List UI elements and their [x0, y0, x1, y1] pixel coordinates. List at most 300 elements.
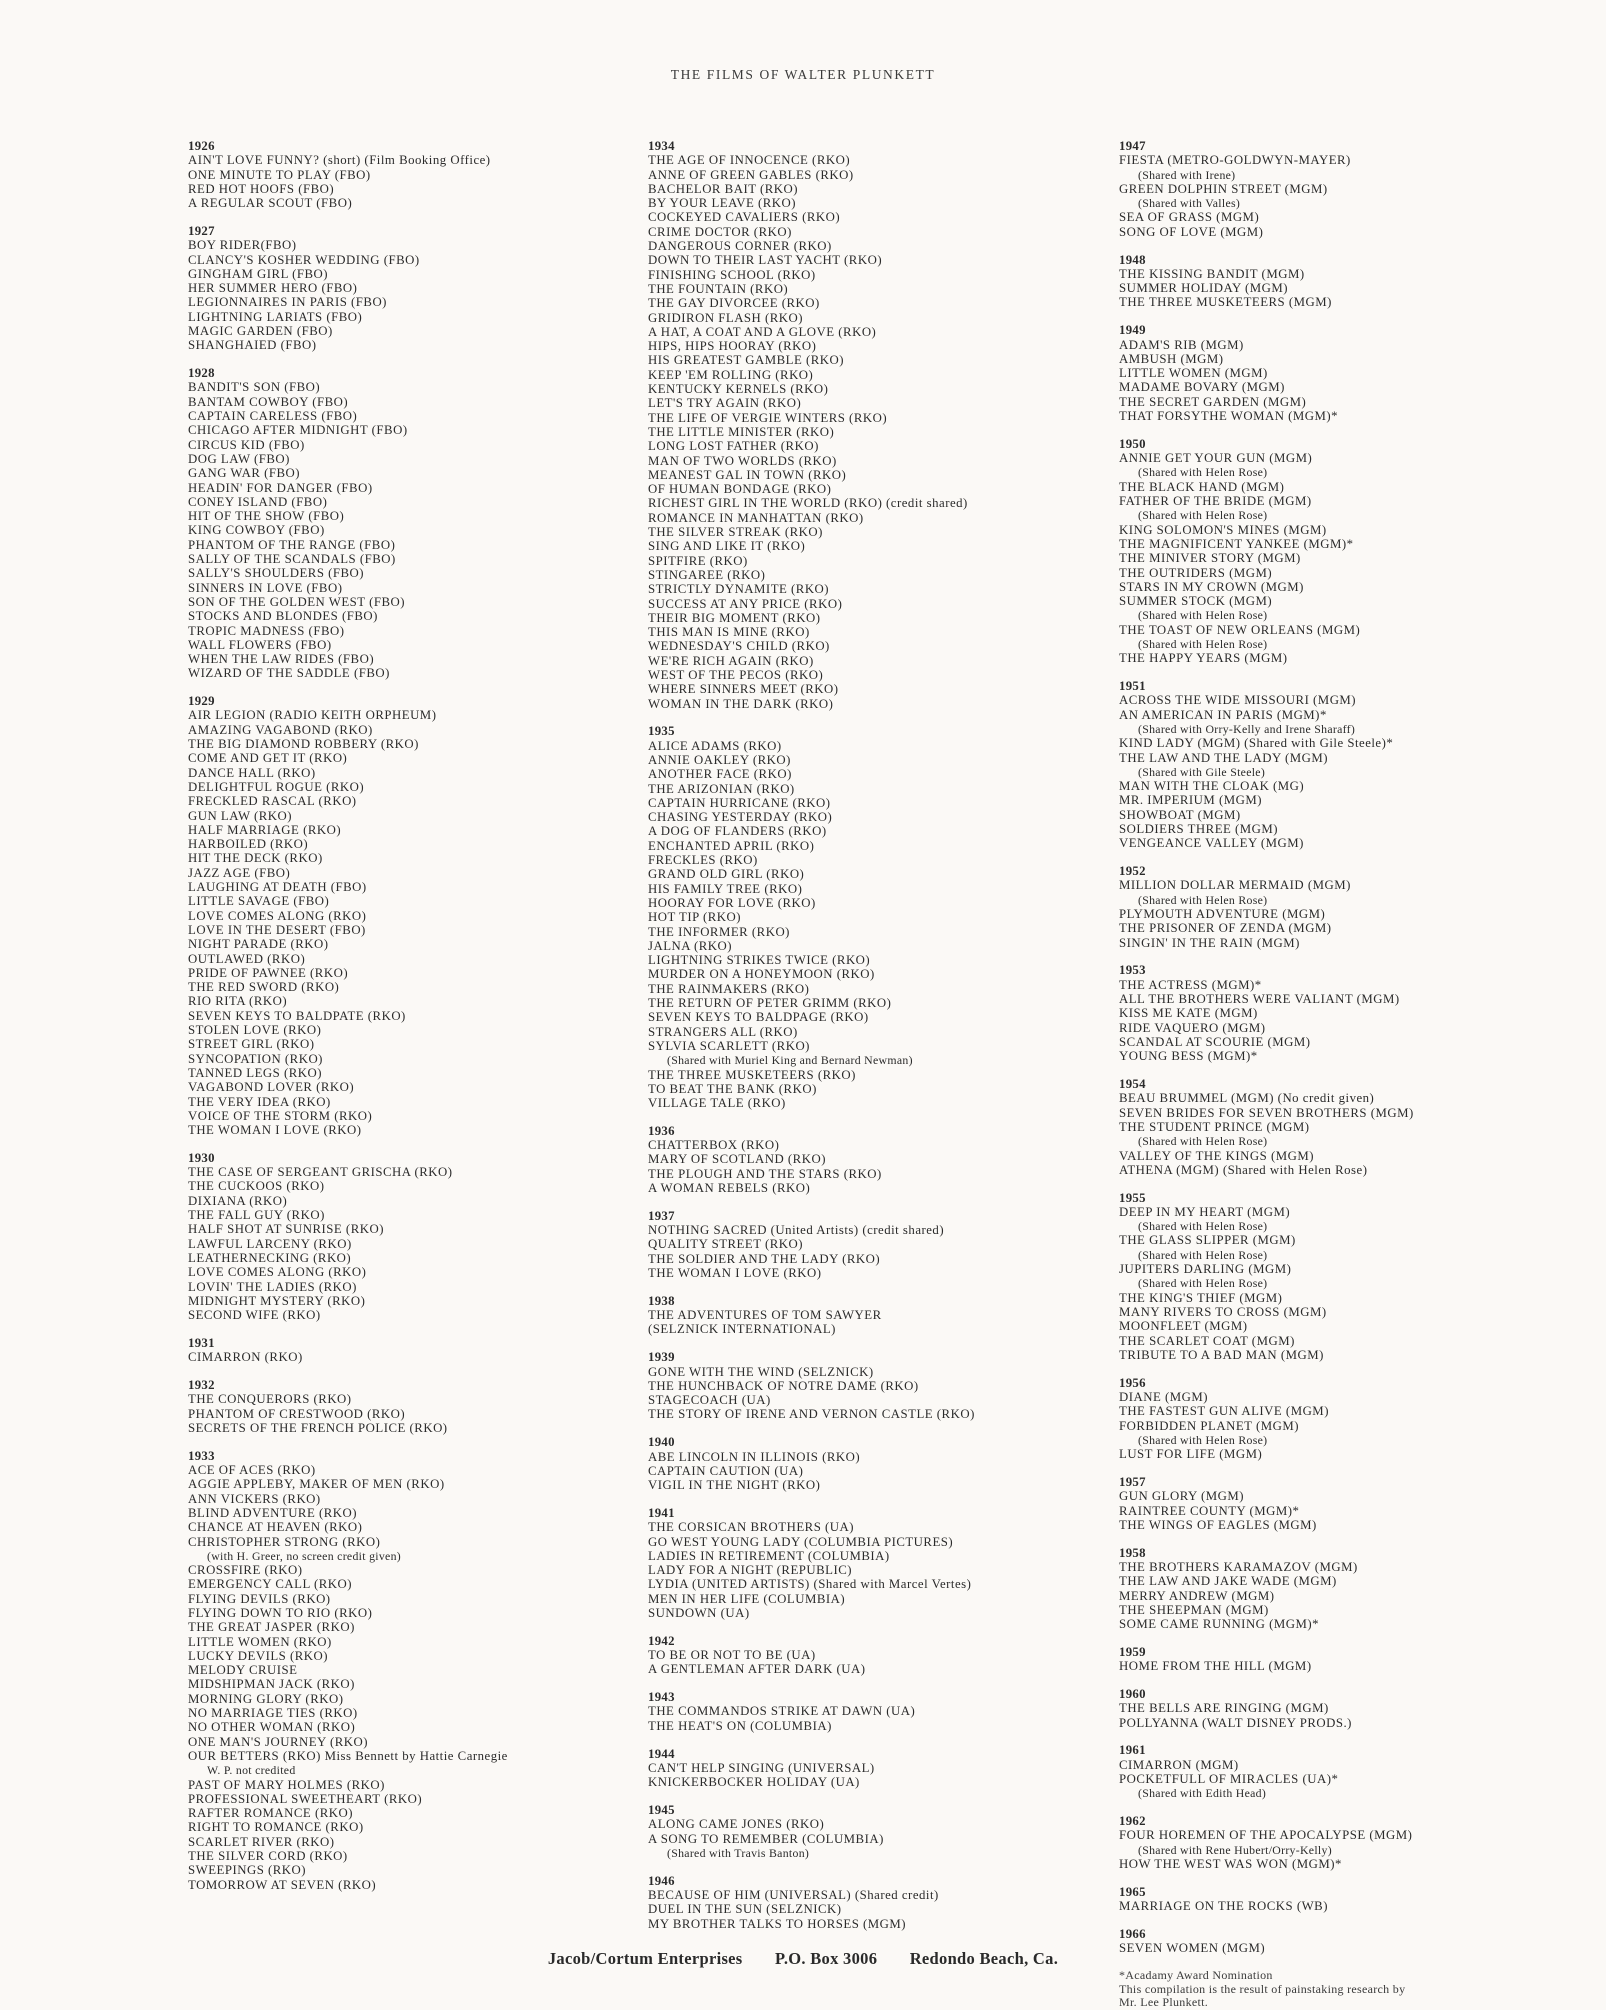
- year-heading: 1940: [648, 1435, 675, 1450]
- footnotes: [1119, 1969, 1414, 2010]
- film-entry: FORBIDDEN PLANET (MGM): [1119, 1418, 1299, 1433]
- film-entry: QUALITY STREET (RKO): [648, 1237, 804, 1252]
- credit-note: (Shared with Muriel King and Bernard Newman): [667, 1053, 913, 1068]
- year-heading: 1947: [1119, 139, 1146, 153]
- year-heading: 1930: [188, 1150, 215, 1165]
- film-entry: ANOTHER FACE (RKO): [648, 767, 792, 782]
- film-entry: SINNERS IN LOVE (FBO): [188, 580, 343, 595]
- film-entry: KING COWBOY (FBO): [188, 523, 325, 538]
- film-entry: GREEN DOLPHIN STREET (MGM): [1119, 181, 1328, 196]
- film-entry: HIT OF THE SHOW (FBO): [188, 509, 345, 524]
- year-block-1931: [188, 1336, 508, 1365]
- film-entry: BLIND ADVENTURE (RKO): [188, 1505, 358, 1520]
- film-entry: THE STORY OF IRENE AND VERNON CASTLE (RKO): [648, 1407, 975, 1422]
- credit-note: (Shared with Rene Hubert/Orry-Kelly): [1138, 1842, 1332, 1857]
- film-entry: RIDE VAQUERO (MGM): [1119, 1020, 1266, 1035]
- year-block-1941: [648, 1506, 975, 1620]
- film-entry: THE CASE OF SERGEANT GRISCHA (RKO): [188, 1165, 453, 1180]
- film-entry: ALL THE BROTHERS WERE VALIANT (MGM): [1119, 992, 1400, 1007]
- film-entry: SEA OF GRASS (MGM): [1119, 210, 1260, 225]
- film-entry: THE THREE MUSKETEERS (RKO): [648, 1067, 856, 1082]
- year-heading: 1943: [648, 1690, 675, 1705]
- film-entry: MILLION DOLLAR MERMAID (MGM): [1119, 878, 1351, 893]
- film-entry: POLLYANNA (WALT DISNEY PRODS.): [1119, 1715, 1352, 1730]
- film-entry: LAUGHING AT DEATH (FBO): [188, 880, 367, 895]
- film-entry: VENGEANCE VALLEY (MGM): [1119, 836, 1304, 851]
- film-entry: RIO RITA (RKO): [188, 994, 288, 1009]
- year-heading: 1944: [648, 1746, 675, 1761]
- film-entry: CAN'T HELP SINGING (UNIVERSAL): [648, 1760, 875, 1775]
- film-entry: BY YOUR LEAVE (RKO): [648, 196, 797, 211]
- film-entry: SYLVIA SCARLETT (RKO): [648, 1038, 810, 1053]
- year-heading: 1966: [1119, 1926, 1146, 1941]
- film-entry: HALF MARRIAGE (RKO): [188, 822, 342, 837]
- year-heading: 1934: [648, 139, 675, 153]
- film-entry: THE LAW AND JAKE WADE (MGM): [1119, 1574, 1337, 1589]
- film-entry: KNICKERBOCKER HOLIDAY (UA): [648, 1775, 860, 1790]
- year-block-1936: [648, 1124, 975, 1195]
- film-entry: CHICAGO AFTER MIDNIGHT (FBO): [188, 423, 408, 438]
- film-entry: LOVE COMES ALONG (RKO): [188, 908, 367, 923]
- year-block-1943: [648, 1690, 975, 1733]
- year-heading: 1929: [188, 694, 215, 709]
- year-block-1949: [1119, 323, 1414, 423]
- film-entry: SONG OF LOVE (MGM): [1119, 224, 1264, 239]
- year-block-1958: [1119, 1546, 1414, 1632]
- film-entry: LEGIONNAIRES IN PARIS (FBO): [188, 295, 387, 310]
- film-entry: GUN LAW (RKO): [188, 808, 293, 823]
- film-entry: SINGIN' IN THE RAIN (MGM): [1119, 935, 1300, 950]
- film-entry: OUR BETTERS (RKO) Miss Bennett by Hattie Carnegie: [188, 1748, 508, 1763]
- year-block-1940: [648, 1435, 975, 1492]
- film-entry: LADIES IN RETIREMENT (COLUMBIA): [648, 1548, 890, 1563]
- film-entry: WALL FLOWERS (FBO): [188, 637, 332, 652]
- film-entry: BACHELOR BAIT (RKO): [648, 181, 799, 196]
- film-entry: THE CONQUERORS (RKO): [188, 1392, 352, 1407]
- film-entry: SUNDOWN (UA): [648, 1606, 750, 1620]
- film-entry: TOMORROW AT SEVEN (RKO): [188, 1877, 377, 1892]
- year-heading: 1950: [1119, 436, 1146, 451]
- film-entry: STRICTLY DYNAMITE (RKO): [648, 582, 830, 597]
- film-entry: FATHER OF THE BRIDE (MGM): [1119, 494, 1312, 509]
- film-entry: PROFESSIONAL SWEETHEART (RKO): [188, 1791, 423, 1806]
- film-entry: THE INFORMER (RKO): [648, 924, 790, 939]
- film-entry: A GENTLEMAN AFTER DARK (UA): [648, 1662, 866, 1677]
- film-entry: SECOND WIFE (RKO): [188, 1308, 321, 1323]
- year-block-1932: [188, 1378, 508, 1435]
- film-entry: MURDER ON A HONEYMOON (RKO): [648, 967, 875, 982]
- film-entry: LET'S TRY AGAIN (RKO): [648, 396, 802, 411]
- film-entry: NOTHING SACRED (United Artists) (credit shared): [648, 1223, 945, 1238]
- film-entry: PRIDE OF PAWNEE (RKO): [188, 965, 349, 980]
- credit-note: (Shared with Irene): [1138, 167, 1236, 182]
- film-entry: THE WINGS OF EAGLES (MGM): [1119, 1517, 1317, 1532]
- film-entry: A HAT, A COAT AND A GLOVE (RKO): [648, 324, 877, 339]
- film-entry: FLYING DEVILS (RKO): [188, 1591, 331, 1606]
- film-entry: THE LITTLE MINISTER (RKO): [648, 424, 835, 439]
- film-entry: THE GAY DIVORCEE (RKO): [648, 296, 820, 311]
- film-entry: THE PRISONER OF ZENDA (MGM): [1119, 921, 1332, 936]
- film-entry: A REGULAR SCOUT (FBO): [188, 196, 353, 211]
- publisher-name: Jacob/Cortum Enterprises: [547, 1949, 743, 1968]
- film-entry: THE GREAT JASPER (RKO): [188, 1620, 355, 1635]
- film-entry: MARY OF SCOTLAND (RKO): [648, 1152, 826, 1167]
- film-entry: ABE LINCOLN IN ILLINOIS (RKO): [648, 1449, 861, 1464]
- publisher-footer: [0, 1949, 1606, 1969]
- year-heading: 1965: [1119, 1884, 1146, 1899]
- film-entry: MIDNIGHT MYSTERY (RKO): [188, 1293, 366, 1308]
- film-entry: WHEN THE LAW RIDES (FBO): [188, 652, 375, 667]
- film-entry: THE SILVER CORD (RKO): [188, 1849, 348, 1864]
- film-entry: CONEY ISLAND (FBO): [188, 494, 328, 509]
- film-entry: LOVIN' THE LADIES (RKO): [188, 1279, 357, 1294]
- film-entry: HER SUMMER HERO (FBO): [188, 281, 358, 296]
- year-block-1945: [648, 1803, 975, 1860]
- year-block-1926: [188, 139, 508, 210]
- film-entry: DANGEROUS CORNER (RKO): [648, 239, 832, 254]
- film-entry: VALLEY OF THE KINGS (MGM): [1119, 1148, 1314, 1163]
- film-entry: MR. IMPERIUM (MGM): [1119, 793, 1263, 808]
- film-entry: RAFTER ROMANCE (RKO): [188, 1806, 353, 1821]
- year-heading: 1956: [1119, 1375, 1146, 1390]
- film-entry: THE FASTEST GUN ALIVE (MGM): [1119, 1404, 1329, 1419]
- publisher-po-box: P.O. Box 3006: [774, 1949, 878, 1968]
- year-heading: 1961: [1119, 1743, 1146, 1758]
- year-heading: 1935: [648, 724, 675, 739]
- film-entry: FOUR HOREMEN OF THE APOCALYPSE (MGM): [1119, 1828, 1413, 1843]
- film-entry: AN AMERICAN IN PARIS (MGM)*: [1119, 707, 1327, 722]
- film-entry: THE RAINMAKERS (RKO): [648, 981, 810, 996]
- film-entry: MADAME BOVARY (MGM): [1119, 380, 1285, 395]
- film-entry: BECAUSE OF HIM (UNIVERSAL) (Shared credit): [648, 1887, 939, 1902]
- film-entry: PAST OF MARY HOLMES (RKO): [188, 1777, 385, 1792]
- film-entry: GONE WITH THE WIND (SELZNICK): [648, 1364, 874, 1379]
- film-entry: MANY RIVERS TO CROSS (MGM): [1119, 1304, 1327, 1319]
- film-entry: DEEP IN MY HEART (MGM): [1119, 1204, 1291, 1219]
- film-entry: DIXIANA (RKO): [188, 1193, 288, 1208]
- film-entry: BANDIT'S SON (FBO): [188, 380, 321, 395]
- film-entry: LITTLE WOMEN (MGM): [1119, 366, 1268, 381]
- film-entry: THIS MAN IS MINE (RKO): [648, 625, 810, 640]
- year-block-1957: [1119, 1475, 1414, 1532]
- film-entry: THE MAGNIFICENT YANKEE (MGM)*: [1119, 536, 1354, 551]
- film-entry: LOVE COMES ALONG (RKO): [188, 1265, 367, 1280]
- film-entry: WE'RE RICH AGAIN (RKO): [648, 653, 814, 668]
- film-entry: SALLY'S SHOULDERS (FBO): [188, 566, 365, 581]
- film-entry: THAT FORSYTHE WOMAN (MGM)*: [1119, 409, 1339, 424]
- year-heading: 1960: [1119, 1687, 1146, 1701]
- film-entry: SEVEN WOMEN (MGM): [1119, 1941, 1266, 1956]
- year-block-1935: [648, 724, 975, 1110]
- film-entry: TANNED LEGS (RKO): [188, 1065, 323, 1080]
- film-entry: AIN'T LOVE FUNNY? (short) (Film Booking Office): [188, 153, 491, 168]
- film-entry: THE CUCKOOS (RKO): [188, 1179, 325, 1194]
- film-entry: MERRY ANDREW (MGM): [1119, 1588, 1275, 1603]
- year-heading: 1932: [188, 1378, 215, 1393]
- film-entry: THE SILVER STREAK (RKO): [648, 525, 823, 540]
- film-entry: THE SHEEPMAN (MGM): [1119, 1602, 1269, 1617]
- film-entry: TROPIC MADNESS (FBO): [188, 623, 345, 638]
- film-entry: THE ARIZONIAN (RKO): [648, 781, 795, 796]
- film-entry: THE PLOUGH AND THE STARS (RKO): [648, 1166, 882, 1181]
- year-heading: 1954: [1119, 1077, 1146, 1092]
- film-entry: HOORAY FOR LOVE (RKO): [648, 895, 816, 910]
- credit-note: (Shared with Helen Rose): [1138, 465, 1268, 480]
- film-entry: AMAZING VAGABOND (RKO): [188, 722, 373, 737]
- film-entry: STOCKS AND BLONDES (FBO): [188, 609, 378, 624]
- year-heading: 1931: [188, 1335, 215, 1350]
- year-block-1960: [1119, 1687, 1414, 1730]
- film-entry: ALONG CAME JONES (RKO): [648, 1817, 825, 1832]
- footnote-research-credit: This compilation is the result of painstaking research by: [1119, 1981, 1406, 1996]
- film-entry: SUMMER HOLIDAY (MGM): [1119, 281, 1289, 296]
- year-block-1938: [648, 1294, 975, 1337]
- year-heading: 1937: [648, 1208, 675, 1223]
- film-entry: MAGIC GARDEN (FBO): [188, 324, 333, 339]
- film-entry: ENCHANTED APRIL (RKO): [648, 838, 815, 853]
- film-entry: THE SECRET GARDEN (MGM): [1119, 394, 1307, 409]
- film-entry: OF HUMAN BONDAGE (RKO): [648, 482, 832, 497]
- film-entry: CIMARRON (MGM): [1119, 1757, 1239, 1772]
- film-entry: SECRETS OF THE FRENCH POLICE (RKO): [188, 1420, 448, 1435]
- film-entry: KING SOLOMON'S MINES (MGM): [1119, 522, 1327, 537]
- footnote-research-credit-name: Mr. Lee Plunkett.: [1119, 1995, 1209, 2010]
- film-entry: CHATTERBOX (RKO): [648, 1138, 780, 1153]
- film-entry: NO OTHER WOMAN (RKO): [188, 1720, 356, 1735]
- film-entry: CHASING YESTERDAY (RKO): [648, 810, 833, 825]
- film-entry: CAPTAIN CARELESS (FBO): [188, 409, 358, 424]
- film-entry: STREET GIRL (RKO): [188, 1037, 315, 1052]
- film-entry: LONG LOST FATHER (RKO): [648, 439, 819, 454]
- film-entry: THE CORSICAN BROTHERS (UA): [648, 1520, 855, 1535]
- year-block-1950: [1119, 437, 1414, 666]
- film-entry: FRECKLED RASCAL (RKO): [188, 794, 357, 809]
- film-entry: ONE MINUTE TO PLAY (FBO): [188, 167, 371, 182]
- credit-note: (Shared with Helen Rose): [1138, 1276, 1268, 1291]
- film-entry: A DOG OF FLANDERS (RKO): [648, 824, 827, 839]
- film-entry: LIGHTNING LARIATS (FBO): [188, 309, 363, 324]
- filmography-column-2: [648, 139, 975, 1944]
- year-block-1933: [188, 1449, 508, 1892]
- page-title: THE FILMS OF WALTER PLUNKETT: [670, 67, 936, 82]
- film-entry: VOICE OF THE STORM (RKO): [188, 1108, 373, 1123]
- credit-note: (Shared with Gile Steele): [1138, 764, 1266, 779]
- film-entry: THEIR BIG MOMENT (RKO): [648, 610, 821, 625]
- film-entry: THE BROTHERS KARAMAZOV (MGM): [1119, 1559, 1358, 1574]
- film-entry: THE AGE OF INNOCENCE (RKO): [648, 153, 851, 168]
- film-entry: WOMAN IN THE DARK (RKO): [648, 696, 834, 711]
- film-entry: WEST OF THE PECOS (RKO): [648, 667, 824, 682]
- year-block-1928: [188, 366, 508, 681]
- film-entry: RAINTREE COUNTY (MGM)*: [1119, 1503, 1300, 1518]
- credit-note: (Shared with Helen Rose): [1138, 508, 1268, 523]
- film-entry: ACROSS THE WIDE MISSOURI (MGM): [1119, 693, 1357, 708]
- film-entry: SON OF THE GOLDEN WEST (FBO): [188, 594, 405, 609]
- film-entry: POCKETFULL OF MIRACLES (UA)*: [1119, 1771, 1339, 1786]
- film-entry: RICHEST GIRL IN THE WORLD (RKO) (credit shared): [648, 496, 968, 511]
- film-entry: OUTLAWED (RKO): [188, 951, 306, 966]
- film-entry: THE THREE MUSKETEERS (MGM): [1119, 295, 1332, 310]
- film-entry: SCANDAL AT SCOURIE (MGM): [1119, 1034, 1311, 1049]
- film-entry: MAN WITH THE CLOAK (MG): [1119, 779, 1305, 794]
- credit-note: (with H. Greer, no screen credit given): [207, 1548, 402, 1563]
- film-entry: THE ACTRESS (MGM)*: [1119, 977, 1262, 992]
- film-entry: NO MARRIAGE TIES (RKO): [188, 1706, 358, 1721]
- film-entry: CIRCUS KID (FBO): [188, 437, 305, 452]
- film-entry: MY BROTHER TALKS TO HORSES (MGM): [648, 1916, 907, 1931]
- film-entry: CLANCY'S KOSHER WEDDING (FBO): [188, 252, 420, 267]
- film-entry: MEANEST GAL IN TOWN (RKO): [648, 467, 847, 482]
- film-entry: ANNIE GET YOUR GUN (MGM): [1119, 451, 1313, 466]
- film-entry: AGGIE APPLEBY, MAKER OF MEN (RKO): [188, 1477, 445, 1492]
- credit-note: (Shared with Helen Rose): [1138, 1134, 1268, 1149]
- film-entry: COCKEYED CAVALIERS (RKO): [648, 210, 841, 225]
- year-block-1956: [1119, 1376, 1414, 1462]
- year-heading: 1955: [1119, 1190, 1146, 1205]
- film-entry: DANCE HALL (RKO): [188, 765, 316, 780]
- film-entry: CIMARRON (RKO): [188, 1350, 303, 1365]
- film-entry: SOLDIERS THREE (MGM): [1119, 822, 1279, 837]
- credit-note: (Shared with Helen Rose): [1138, 1219, 1268, 1234]
- filmography-column-3: [1119, 139, 1414, 2010]
- film-entry: DELIGHTFUL ROGUE (RKO): [188, 779, 365, 794]
- film-entry: STAGECOACH (UA): [648, 1393, 771, 1408]
- year-block-1953: [1119, 963, 1414, 1063]
- year-heading: 1936: [648, 1123, 675, 1138]
- year-block-1951: [1119, 679, 1414, 851]
- film-entry: COME AND GET IT (RKO): [188, 751, 348, 766]
- credit-note: (Shared with Helen Rose): [1138, 637, 1268, 651]
- year-heading: 1949: [1119, 323, 1146, 338]
- credit-note: (Shared with Travis Banton): [667, 1845, 810, 1860]
- film-entry: TO BEAT THE BANK (RKO): [648, 1081, 817, 1096]
- film-entry: THE FALL GUY (RKO): [188, 1208, 325, 1223]
- film-entry: STARS IN MY CROWN (MGM): [1119, 579, 1304, 594]
- film-entry: FRECKLES (RKO): [648, 853, 758, 868]
- year-block-1965: [1119, 1885, 1414, 1914]
- year-block-1952: [1119, 864, 1414, 950]
- film-entry: THE LIFE OF VERGIE WINTERS (RKO): [648, 410, 888, 425]
- film-entry: MAN OF TWO WORLDS (RKO): [648, 453, 837, 468]
- film-entry: LITTLE WOMEN (RKO): [188, 1634, 332, 1649]
- film-entry: THE COMMANDOS STRIKE AT DAWN (UA): [648, 1704, 916, 1719]
- film-entry: CHANCE AT HEAVEN (RKO): [188, 1520, 363, 1535]
- film-entry: SEVEN KEYS TO BALDPATE (RKO): [188, 1008, 406, 1023]
- film-entry: SUMMER STOCK (MGM): [1119, 594, 1273, 609]
- film-entry: ONE MAN'S JOURNEY (RKO): [188, 1734, 369, 1749]
- year-heading: 1948: [1119, 252, 1146, 267]
- film-entry: THE TOAST OF NEW ORLEANS (MGM): [1119, 622, 1361, 637]
- film-entry: JAZZ AGE (FBO): [188, 865, 291, 880]
- film-entry: THE KISSING BANDIT (MGM): [1119, 266, 1305, 281]
- film-entry: THE HAPPY YEARS (MGM): [1119, 651, 1288, 666]
- film-entry: (SELZNICK INTERNATIONAL): [648, 1322, 836, 1337]
- credit-note: (Shared with Edith Head): [1138, 1786, 1267, 1801]
- film-entry: GRIDIRON FLASH (RKO): [648, 310, 804, 325]
- film-entry: LYDIA (UNITED ARTISTS) (Shared with Marcel Vertes): [648, 1577, 972, 1592]
- film-entry: THE WOMAN I LOVE (RKO): [188, 1123, 362, 1138]
- film-entry: BANTAM COWBOY (FBO): [188, 394, 349, 409]
- film-entry: HARBOILED (RKO): [188, 837, 309, 852]
- year-heading: 1952: [1119, 864, 1146, 879]
- film-entry: WHERE SINNERS MEET (RKO): [648, 682, 839, 697]
- film-entry: ACE OF ACES (RKO): [188, 1463, 316, 1478]
- film-entry: MELODY CRUISE: [188, 1663, 298, 1678]
- film-entry: THE MINIVER STORY (MGM): [1119, 551, 1301, 566]
- film-entry: FINISHING SCHOOL (RKO): [648, 267, 816, 282]
- film-entry: TO BE OR NOT TO BE (UA): [648, 1648, 816, 1663]
- filmography-column-3-list: [1119, 139, 1414, 1955]
- film-entry: LADY FOR A NIGHT (REPUBLIC): [648, 1563, 853, 1578]
- film-entry: NIGHT PARADE (RKO): [188, 937, 329, 952]
- film-entry: FLYING DOWN TO RIO (RKO): [188, 1606, 373, 1620]
- film-entry: SING AND LIKE IT (RKO): [648, 539, 806, 554]
- film-entry: LUCKY DEVILS (RKO): [188, 1648, 329, 1663]
- film-entry: SALLY OF THE SCANDALS (FBO): [188, 552, 396, 567]
- film-entry: A SONG TO REMEMBER (COLUMBIA): [648, 1831, 884, 1846]
- year-heading: 1953: [1119, 963, 1146, 978]
- film-entry: VIGIL IN THE NIGHT (RKO): [648, 1478, 821, 1493]
- year-block-1948: [1119, 253, 1414, 310]
- film-entry: HIS GREATEST GAMBLE (RKO): [648, 353, 845, 368]
- film-entry: MOONFLEET (MGM): [1119, 1319, 1248, 1334]
- film-entry: HOME FROM THE HILL (MGM): [1119, 1659, 1312, 1674]
- year-heading: 1957: [1119, 1474, 1146, 1489]
- film-entry: HALF SHOT AT SUNRISE (RKO): [188, 1222, 384, 1237]
- year-block-1959: [1119, 1645, 1414, 1674]
- year-block-1947: [1119, 139, 1414, 239]
- year-heading: 1951: [1119, 679, 1146, 694]
- film-entry: KISS ME KATE (MGM): [1119, 1006, 1258, 1021]
- film-entry: THE OUTRIDERS (MGM): [1119, 565, 1273, 580]
- credit-note: (Shared with Helen Rose): [1138, 1247, 1268, 1262]
- year-heading: 1945: [648, 1802, 675, 1817]
- film-entry: RIGHT TO ROMANCE (RKO): [188, 1820, 364, 1835]
- year-heading: 1942: [648, 1633, 675, 1648]
- film-entry: LOVE IN THE DESERT (FBO): [188, 922, 366, 937]
- film-entry: LUST FOR LIFE (MGM): [1119, 1447, 1263, 1462]
- film-entry: LEATHERNECKING (RKO): [188, 1250, 352, 1265]
- film-entry: VAGABOND LOVER (RKO): [188, 1080, 355, 1095]
- film-entry: DOG LAW (FBO): [188, 451, 290, 466]
- film-entry: SCARLET RIVER (RKO): [188, 1834, 335, 1849]
- year-block-1955: [1119, 1191, 1414, 1363]
- film-entry: STRANGERS ALL (RKO): [648, 1024, 798, 1039]
- year-heading: 1927: [188, 223, 215, 238]
- year-block-1930: [188, 1151, 508, 1323]
- film-entry: HIT THE DECK (RKO): [188, 851, 323, 866]
- year-block-1942: [648, 1634, 975, 1677]
- film-entry: SOME CAME RUNNING (MGM)*: [1119, 1617, 1320, 1632]
- film-entry: THE WOMAN I LOVE (RKO): [648, 1266, 822, 1281]
- film-entry: PHANTOM OF CRESTWOOD (RKO): [188, 1406, 406, 1421]
- film-entry: LAWFUL LARCENY (RKO): [188, 1236, 352, 1251]
- year-heading: 1926: [188, 139, 215, 153]
- film-entry: THE KING'S THIEF (MGM): [1119, 1290, 1283, 1305]
- film-entry: KENTUCKY KERNELS (RKO): [648, 382, 829, 397]
- film-entry: CHRISTOPHER STRONG (RKO): [188, 1534, 381, 1549]
- credit-note: (Shared with Helen Rose): [1138, 892, 1268, 907]
- year-block-1934: [648, 139, 975, 711]
- film-entry: RED HOT HOOFS (FBO): [188, 181, 335, 196]
- film-entry: PLYMOUTH ADVENTURE (MGM): [1119, 907, 1326, 922]
- film-entry: GANG WAR (FBO): [188, 466, 300, 481]
- year-heading: 1962: [1119, 1814, 1146, 1829]
- film-entry: THE SOLDIER AND THE LADY (RKO): [648, 1251, 881, 1266]
- film-entry: HOT TIP (RKO): [648, 910, 741, 925]
- film-entry: MEN IN HER LIFE (COLUMBIA): [648, 1591, 846, 1606]
- film-entry: THE GLASS SLIPPER (MGM): [1119, 1233, 1296, 1248]
